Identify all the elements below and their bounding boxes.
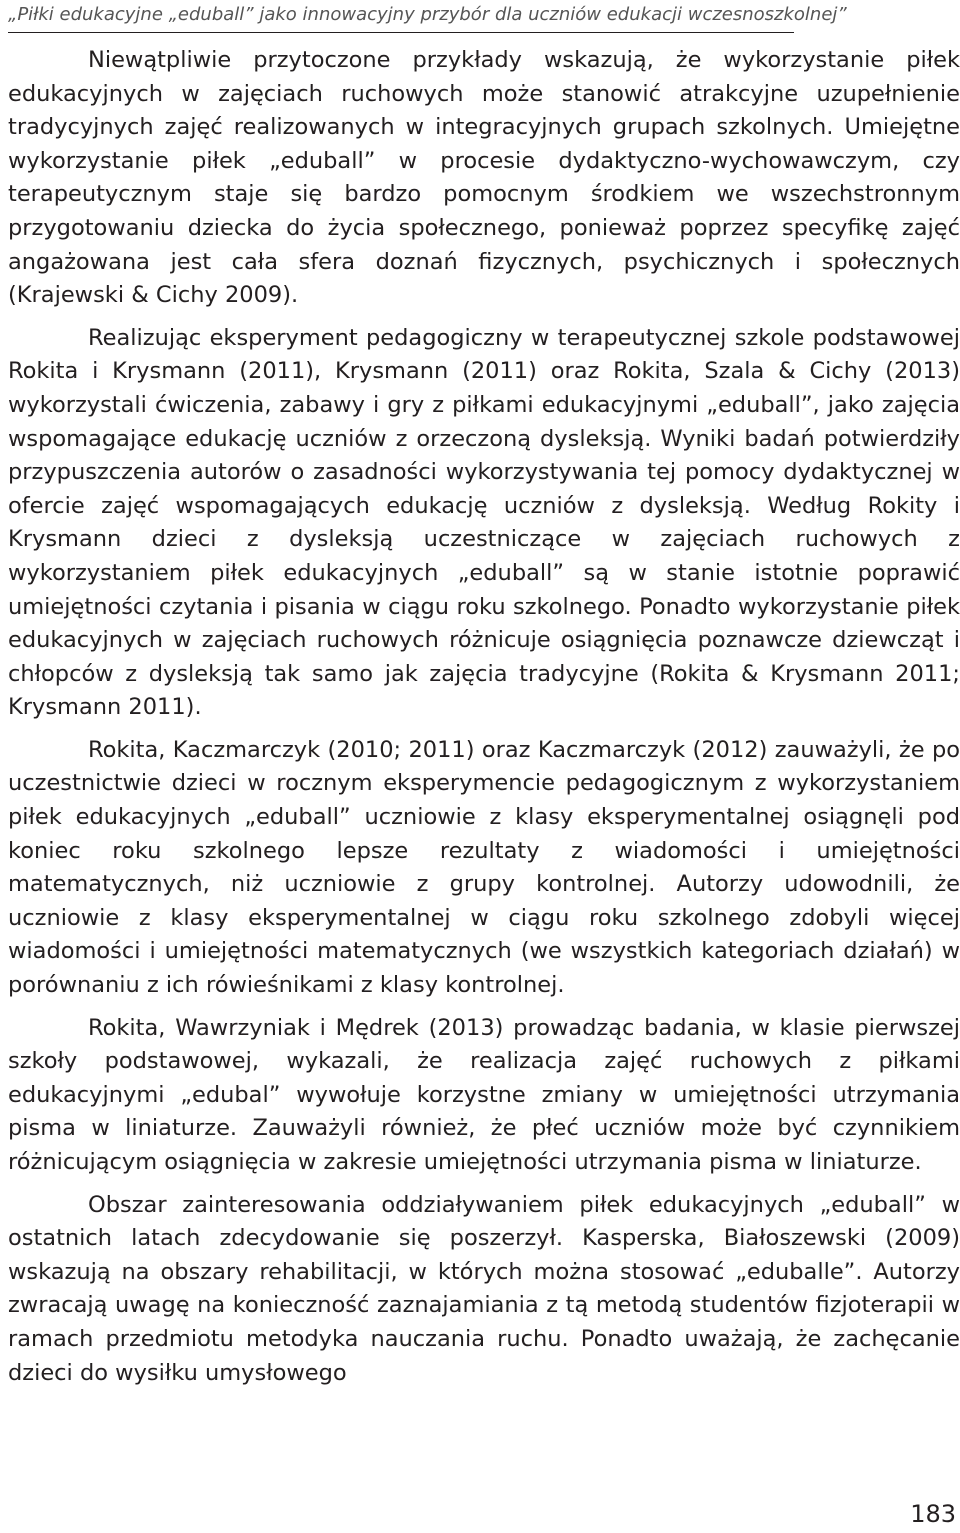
paragraph-1: Niewątpliwie przytoczone przykłady wskazują, że wykorzystanie piłek edukacyjnych w zajęciach ruchowych może stanowić atrakcyjne uzupełnienie tradycyjnych zajęć realizowanych w integracyjnych grupach szkolnych. Umiejętne wykorzystanie piłek „eduball” w procesie dydaktyczno-wychowawczym, czy terapeutycznym staje się bardzo pomocnym środkiem we wszechstronnym przygotowaniu dziecka do życia społecznego, ponieważ poprzez specyfikę zajęć angażowana jest cała sfera doznań fizycznych, psychicznych i społecznych (Krajewski & Cichy 2009). — [8, 47, 960, 309]
header-divider — [8, 32, 794, 33]
article-body — [8, 44, 960, 1390]
page-number: 183 — [910, 1500, 956, 1528]
running-header: „Piłki edukacyjne „eduball” jako innowacyjny przybór dla uczniów edukacji wczesnoszkolnej” — [8, 4, 847, 25]
paragraph-4: Rokita, Wawrzyniak i Mędrek (2013) prowadząc badania, w klasie pierwszej szkoły podstawowej, wykazali, że realizacja zajęć ruchowych z piłkami edukacyjnymi „edubal” wywołuje korzystne zmiany w umiejętności utrzymania pisma w liniaturze. Zauważyli również, że płeć uczniów może być czynnikiem różnicującym osiągnięcia w zakresie umiejętności utrzymania pisma w liniaturze. — [8, 1014, 960, 1175]
paragraph-2: Realizując eksperyment pedagogiczny w terapeutycznej szkole podstawowej Rokita i Krysmann (2011), Krysmann (2011) oraz Rokita, Szala & Cichy (2013) wykorzystali ćwiczenia, zabawy i gry z piłkami edukacyjnymi „eduball”, jako zajęcia wspomagające edukację uczniów z orzeczoną dysleksją. Wyniki badań potwierdziły przypuszczenia autorów o zasadności wykorzystywania tej pomocy dydaktycznej w ofercie zajęć wspomagających edukację uczniów z dysleksją. Według Rokity i Krysmann dzieci z dysleksją uczestniczące w zajęciach ruchowych z wykorzystaniem piłek edukacyjnych „eduball” są w stanie istotnie poprawić umiejętności czytania i pisania w ciągu roku szkolnego. Ponadto wykorzystanie piłek edukacyjnych w zajęciach ruchowych różnicuje osiągnięcia poznawcze dziewcząt i chłopców z dysleksją tak samo jak zajęcia tradycyjne (Rokita & Krysmann 2011; Krysmann 2011). — [8, 324, 960, 721]
paragraph-5: Obszar zainteresowania oddziaływaniem piłek edukacyjnych „eduball” w ostatnich latach zdecydowanie się poszerzył. Kasperska, Białoszewski (2009) wskazują na obszary rehabilitacji, w których można stosować „eduballe”. Autorzy zwracają uwagę na konieczność zaznajamiania z tą metodą studentów fizjoterapii w ramach przedmiotu metodyka nauczania ruchu. Ponadto uważają, że zachęcanie dzieci do wysiłku umysłowego — [8, 1191, 960, 1386]
paragraph-3: Rokita, Kaczmarczyk (2010; 2011) oraz Kaczmarczyk (2012) zauważyli, że po uczestnictwie dzieci w rocznym eksperymencie pedagogicznym z wykorzystaniem piłek edukacyjnych „eduball” uczniowie z klasy eksperymentalnej osiągnęli pod koniec roku szkolnego lepsze rezultaty z wiadomości i umiejętności matematycznych, niż uczniowie z grupy kontrolnej. Autorzy udowodnili, że uczniowie z klasy eksperymentalnej w ciągu roku szkolnego zdobyli więcej wiadomości i umiejętności matematycznych (we wszystkich kategoriach działań) w porównaniu z ich rówieśnikami z klasy kontrolnej. — [8, 736, 960, 999]
